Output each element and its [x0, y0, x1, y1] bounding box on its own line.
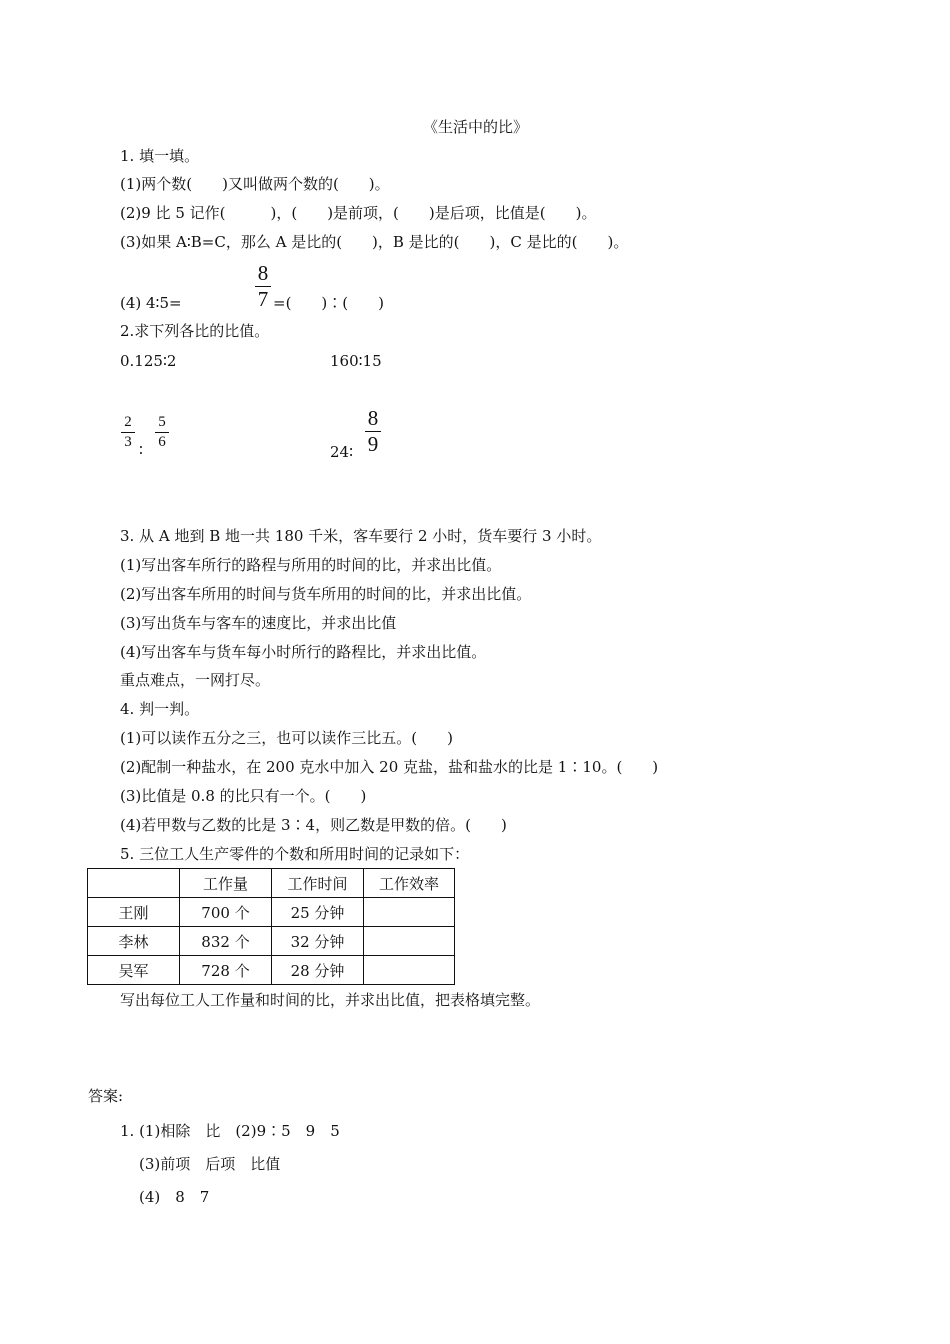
table-header-cell: 工作时间	[272, 869, 364, 898]
q2-item-c-colon: ∶	[139, 441, 143, 459]
q2-item-d-prefix: 24∶	[330, 443, 353, 461]
table-row	[88, 956, 455, 985]
fraction-numerator: 8	[257, 261, 269, 285]
table-cell: 李林	[88, 927, 180, 956]
q1-line-2: (2)9 比 5 记作( )，( )是前项，( )是后项，比值是( )。	[120, 204, 597, 222]
q1-line-4-fraction	[255, 262, 271, 311]
answer-line-3: (4) 8 7	[139, 1188, 210, 1206]
q3-heading: 3. 从 A 地到 B 地一共 180 千米，客车要行 2 小时，货车要行 3 小时。	[120, 527, 602, 545]
table-cell: 728 个	[180, 956, 272, 985]
table-cell: 25 分钟	[272, 898, 364, 927]
answer-line-2: (3)前项 后项 比值	[139, 1155, 281, 1173]
q1-line-3: (3)如果 A∶B=C，那么 A 是比的( )，B 是比的( )，C 是比的( )。	[120, 233, 629, 251]
table-header-cell: 工作量	[180, 869, 272, 898]
q2-item-c-fraction-1	[121, 414, 135, 451]
work-record-table	[87, 868, 455, 985]
table-cell: 王刚	[88, 898, 180, 927]
section-title: 重点难点，一网打尽。	[120, 671, 271, 689]
q1-line-4-prefix: (4) 4∶5=	[120, 294, 182, 312]
fraction-numerator: 8	[367, 406, 379, 430]
fraction-numerator: 2	[124, 414, 132, 430]
fraction-denominator: 9	[367, 432, 379, 456]
q4-line-4: (4)若甲数与乙数的比是 3∶4，则乙数是甲数的倍。( )	[120, 816, 507, 834]
table-row	[88, 898, 455, 927]
q4-line-1: (1)可以读作五分之三，也可以读作三比五。( )	[120, 729, 453, 747]
q4-line-3: (3)比值是 0.8 的比只有一个。( )	[120, 787, 367, 805]
answer-line-1: 1. (1)相除 比 (2)9∶5 9 5	[120, 1122, 340, 1140]
table-row	[88, 927, 455, 956]
table-header-row	[88, 869, 455, 898]
q2-item-c-fraction-2	[155, 414, 169, 451]
table-cell: 832 个	[180, 927, 272, 956]
q5-instruction: 写出每位工人工作量和时间的比，并求出比值，把表格填完整。	[120, 991, 541, 1009]
answers-label: 答案:	[88, 1087, 124, 1105]
table-cell: 吴军	[88, 956, 180, 985]
q1-line-4-suffix: =( )∶( )	[273, 294, 384, 312]
fraction-denominator: 6	[158, 434, 166, 450]
table-header-cell: 工作效率	[364, 869, 455, 898]
fraction-denominator: 7	[257, 287, 269, 311]
q1-line-1: (1)两个数( )又叫做两个数的( )。	[120, 175, 390, 193]
fraction-denominator: 3	[124, 434, 132, 450]
table-cell	[364, 898, 455, 927]
q5-heading: 5. 三位工人生产零件的个数和所用时间的记录如下：	[120, 845, 470, 863]
q4-heading: 4. 判一判。	[120, 700, 200, 718]
q3-line-1: (1)写出客车所行的路程与所用的时间的比，并求出比值。	[120, 556, 502, 574]
table-cell: 700 个	[180, 898, 272, 927]
fraction-bar	[155, 432, 169, 433]
q2-item-d-fraction	[365, 407, 381, 456]
table-cell	[364, 956, 455, 985]
fraction-bar	[121, 432, 135, 433]
q2-item-b: 160∶15	[330, 352, 382, 370]
fraction-numerator: 5	[158, 414, 166, 430]
q2-item-a: 0.125∶2	[120, 352, 177, 370]
q3-line-3: (3)写出货车与客车的速度比，并求出比值	[120, 614, 397, 632]
table-cell: 28 分钟	[272, 956, 364, 985]
table-header-cell	[88, 869, 180, 898]
table-cell: 32 分钟	[272, 927, 364, 956]
q1-heading: 1. 填一填。	[120, 147, 200, 165]
q3-line-4: (4)写出客车与货车每小时所行的路程比，并求出比值。	[120, 643, 487, 661]
table-cell	[364, 927, 455, 956]
q4-line-2: (2)配制一种盐水，在 200 克水中加入 20 克盐，盐和盐水的比是 1∶10。( )	[120, 758, 659, 776]
page-title: 《生活中的比》	[423, 118, 529, 136]
q3-line-2: (2)写出客车所用的时间与货车所用的时间的比，并求出比值。	[120, 585, 532, 603]
q2-heading: 2.求下列各比的比值。	[120, 322, 270, 340]
